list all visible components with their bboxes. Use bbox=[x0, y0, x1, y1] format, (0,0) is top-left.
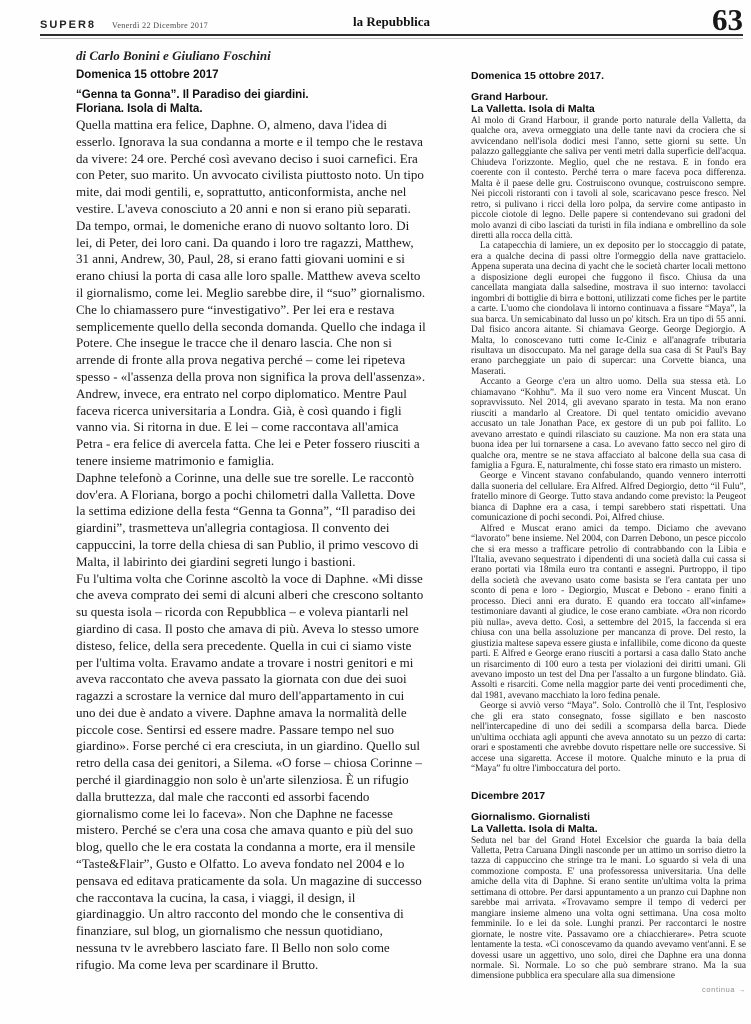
right-place-heading-2 bbox=[471, 811, 746, 835]
left-date-heading: Domenica 15 ottobre 2017 bbox=[76, 69, 219, 81]
paragraph: La catapecchia di lamiere, un ex deposito per lo stoccaggio di patate, era a qualche decina di passi oltre l'ormeggio della nave grattacielo. Appena superata una decina di yacht che le società charter locali mettono a disposizione degli europei che fuggono il fisco. Chiusa da una cancellata mangiata dalla salsedine, mostrava il suo interno: tavolacci ingombri di bottiglie di birra e bottoni, utilizzati come fiches per le partite a carte. L'uomo che ciondolava lì intorno continuava a fissare “Maya”, la sua barca. Un semicabinato dal lusso un po' kitsch. Era un tipo di 55 anni. Dal fisico ancora aitante. Si chiamava George. George Degiorgio. A Malta, lo conoscevano tutti come Ic-Ciniz e all'anagrafe tributaria risultava un disoccupato. Ma nel garage della sua casa di St Paul's Bay erano parcheggiate un paio di supercar: una Corvette bianca, una Maserati. bbox=[471, 241, 746, 377]
right-date-heading-1: Domenica 15 ottobre 2017. bbox=[471, 70, 605, 82]
byline: di Carlo Bonini e Giuliano Foschini bbox=[76, 48, 271, 63]
heading-line: La Valletta. Isola di Malta. bbox=[471, 822, 598, 835]
article-columns bbox=[76, 69, 746, 1024]
paragraph: George e Vincent stavano confabulando, quando vennero interrotti dalla suoneria del cellulare. Era Alfred. Alfred Degiorgio, detto “il Fulu”, fratello minore di George. Tutto stava andando come previsto: la Peugeot bianca di Daphne era a casa, i tempi sarebbero stati rispettati. Una comunicazione di pochi secondi. Poi, Alfred chiuse. bbox=[471, 471, 746, 524]
paragraph: Daphne telefonò a Corinne, una delle sue tre sorelle. Le raccontò dov'era. A Floriana, borgo a pochi chilometri dalla Valletta. Dove la settima edizione della festa “Genna ta Gonna”, “Il paradiso dei giardini”, trasmetteva un'allegria contagiosa. Il convento dei cappuccini, la torre della chiesa di san Publio, il primo vescovo di Malta, il labirinto dei giardini segreti lungo i bastioni. bbox=[76, 469, 419, 569]
masthead-date: Venerdì 22 Dicembre 2017 bbox=[112, 21, 209, 30]
right-body-1 bbox=[471, 116, 746, 775]
heading-line: Giornalismo. Giornalisti bbox=[471, 810, 591, 823]
right-body-2 bbox=[471, 836, 746, 982]
right-section-grand-harbour bbox=[471, 70, 746, 775]
paragraph: Accanto a George c'era un altro uomo. Della sua stessa età. Lo chiamavano “Kohhu”. Ma il suo vero nome era Vincent Muscat. Un sopravvissuto. Nel 2014, gli avevano sparato in testa. Ma non erano riusciti a mandarlo al Creatore. Di quel tentato omicidio avevano accusato un tale Jonathan Pace, ex gestore di un pub poi fallito. Lo avevano arrestato e quindi rilasciato su cauzione. Ma non era stata una buona idea per lui tornarsene a casa. Lo avevano fatto secco nel giro di qualche ora, mentre se ne stava affacciato al balcone della sua casa di famiglia a Fgura. E, naturalmente, chi fosse stato era rimasto un mistero. bbox=[471, 377, 746, 471]
header-rule bbox=[40, 34, 743, 39]
heading-line: “Genna ta Gonna”. Il Paradiso dei giardini. bbox=[76, 89, 309, 101]
left-body bbox=[76, 117, 427, 974]
newspaper-logo: la Repubblica bbox=[353, 14, 430, 29]
right-place-heading-1 bbox=[471, 91, 746, 115]
masthead bbox=[40, 2, 743, 37]
page-number: 63 bbox=[712, 2, 743, 37]
paragraph: Alfred e Muscat erano amici da tempo. Diciamo che avevano “lavorato” bene insieme. Nel 2004, con Darren Debono, un pesce piccolo che si era messo a trafficare petrolio di contrabbando con la Libia e l'Italia, avevano sequestrato i dipendenti di una società dalla cui cassa si erano portati via 18mila euro tra contanti e assegni. Purtroppo, il tipo della società che avevano usato come basista se l'era cantata per uno sconto di pena e loro - Degiorgio, Muscat e Debono - erano finiti a processo. Dieci anni era durato. E quando era toccato all'«infame» testimoniare davanti al giudice, le cose erano cambiate. «Ora non ricordo più nulla», aveva detto. Così, a settembre del 2015, la faccenda si era chiusa con una bella assoluzione per mancanza di prove. Del resto, la giustizia maltese sapeva essere giusta e infallibile, come dicono da queste parti. E Alfred e George erano riusciti a portarsi a casa dallo Stato anche un risarcimento di 100 euro a testa per violazioni dei diritti umani. Gli avevano imposto un test del Dna per l'assalto a un furgone blindato. Già. Assolti e risarciti. Come nella maggior parte dei venti procedimenti che, dal 1981, avevano macchiato la loro fedina penale. bbox=[471, 523, 746, 701]
paragraph: Al molo di Grand Harbour, il grande porto naturale della Valletta, da qualche ora, aveva ormeggiato una delle tante navi da crociera che si avvicendano nell'isola dodici mesi l'anno, sette giorni su sette. Un palazzo galleggiante che saliva per venti metri dalla superficie dell'acqua. Chiudeva l'orizzonte. Meglio, quel che ne restava. E in fondo era coerente con il contesto. Perché terra o mare faceva poca differenza. Malta è il paese delle gru. Costruiscono ovunque, costruiscono sempre. Nei piccoli ristoranti con i tavoli al sole, scaricavano pesce fresco. Nel retro, si pulivano i ricci della loro polpa, da servire come antipasto in piccole ciotole di legno. Delle papere si contendevano sui gradoni del molo avanzi di cibo lasciati da turisti in fila indiana e ombrellino da sole diretti alla rocca della città. bbox=[471, 116, 746, 241]
heading-line: La Valletta. Isola di Malta bbox=[471, 103, 595, 115]
paragraph: Quella mattina era felice, Daphne. O, almeno, dava l'idea di esserlo. Ignorava la sua condanna a morte e il tempo che le restava da vivere: 24 ore. Perché così avevano deciso i suoi carnefici. Era con Peter, suo marito. Un avvocato civilista piuttosto noto. Un tipo mite, dai modi gentili, e, soprattutto, anticonformista, anche nel vestire. L'aveva conosciuto a 20 anni e non si erano più separati. Da tempo, ormai, le domeniche erano di nuovo soltanto loro. Di lei, di Peter, dei loro cani. Da quando i loro tre ragazzi, Matthew, 31 anni, Andrew, 30, Paul, 28, si erano fatti giovani uomini e si erano chiusi la porta di casa alle loro spalle. Matthew aveva scelto il giornalismo, come lei. Meglio sarebbe dire, il “suo” giornalismo. Che lo chiamassero pure “investigativo”. Per lei era e restava semplicemente quello della seconda domanda. Quello che indaga il Potere. Che insegue le tracce che il denaro lascia. Che non si arrende di fronte alla prova negativa perché – come lei ripeteva spesso - «l'assenza della prova non significa la prova dell'assenza». Andrew, invece, era entrato nel corpo diplomatico. Mentre Paul faceva ricerca universitaria a Londra. Già, è così quando i figli vanno via. Si ritorna in due. E lei – come raccontava all'amica Petra - era felice di avercela fatta. Che lei e Peter fossero riusciti a tenere insieme matrimonio e famiglia. bbox=[76, 117, 426, 468]
left-column bbox=[76, 69, 427, 1024]
right-section-giornalismo bbox=[471, 790, 746, 982]
paragraph: Fu l'ultima volta che Corinne ascoltò la voce di Daphne. «Mi disse che aveva comprato dei semi di alcuni alberi che crescono soltanto su questa isola – ricorda con Repubblica – e voleva piantarli nel giardino di casa. Il posto che amava di più. Aveva lo stesso umore disteso, felice, della sera precedente. Quella in cui ci siamo viste per l'ultima volta. Eravamo andate a trovare i nostri genitori e mi aveva raccontato che aveva passato la giornata con due dei suoi ragazzi a scrostare la vernice dal muro dell'appartamento in cui uno dei due è andato a vivere. Daphne amava la normalità delle piccole cose. Sentirsi ed essere madre. Passare tempo nel suo giardino». Forse perché ci era cresciuta, in un giardino. Quello sul retro della casa dei genitori, a Silema. «O forse – chiosa Corinne – perché il giardinaggio non solo è un'arte silenziosa. È un rifugio dalla bruttezza, dal male che racconti ed assorbi facendo giornalismo come lei lo faceva». Non che Daphne ne facesse mistero. Perché se c'era una cosa che amava quanto e più del suo blog, quello che le era costata la condanna a morte, era il mensile “Taste&Flair”, Gusto e Olfatto. Lo aveva fondato nel 2004 e lo pensava ed editava praticamente da sola. Un magazine di successo che raccontava la cucina, la casa, i viaggi, il design, il giardinaggio. Un altro racconto del mondo che le consentiva di finanziare, sul blog, un giornalismo che nessun quotidiano, nessuna tv le avrebbero lasciato fare. Il Bello non solo come rifugio. Ma come leva per scardinare il Brutto. bbox=[76, 570, 424, 972]
continuation-marker: continua → bbox=[702, 984, 746, 994]
right-column bbox=[471, 69, 746, 1024]
heading-line: Floriana. Isola di Malta. bbox=[76, 102, 203, 115]
heading-line: Grand Harbour. bbox=[471, 91, 549, 103]
paragraph: George si avviò verso “Maya”. Solo. Controllò che il Tnt, l'esplosivo che gli era stato consegnato, fosse sigillato e ben nascosto nell'intercapedine di uno dei sedili a scomparsa della barca. Diede un'ultima occhiata agli appunti che aveva annotato su un pezzo di carta: orari e spostamenti che avrebbe dovuto rispettare nelle ore successive. Si accese una sigaretta. Accese il motore. Qualche minuto e la prua di “Maya” fu oltre l'imboccatura del porto. bbox=[471, 701, 746, 775]
section-logo: SUPER8 bbox=[40, 19, 97, 31]
paragraph: Seduta nel bar del Grand Hotel Excelsior che guarda la baia della Valletta, Petra Caruana Dingli nasconde per un attimo un sorriso dietro la tazza di cappuccino che stringe tra le mani. Lo sguardo si vela di una commozione composta. E' una professoressa universitaria. Una delle amiche della vita di Daphne. Si erano sentite un'ultima volta la prima settimana di ottobre. Per darsi appuntamento a un pranzo cui Daphne non sarebbe mai arrivata. «Trovavamo sempre il tempo di vederci per mangiare insieme almeno una volta ogni settimana. Una cosa molto femminile. Io e lei da sole. Lunghi pranzi. Per raccontarci le nostre giornate, le nostre vite. Passavamo ore a chiacchierare». Petra scuote lentamente la testa. «Ci conoscevamo da quando avevamo vent'anni. E se dovessi usare un aggettivo, uno solo, direi che Daphne era una donna normale. Sì. Normale. Lo so che può sembrare strano. Ma la sua dimensione pubblica era speculare alla sua dimensione bbox=[471, 835, 746, 982]
left-place-heading bbox=[76, 89, 427, 116]
right-date-heading-2: Dicembre 2017 bbox=[471, 789, 546, 802]
